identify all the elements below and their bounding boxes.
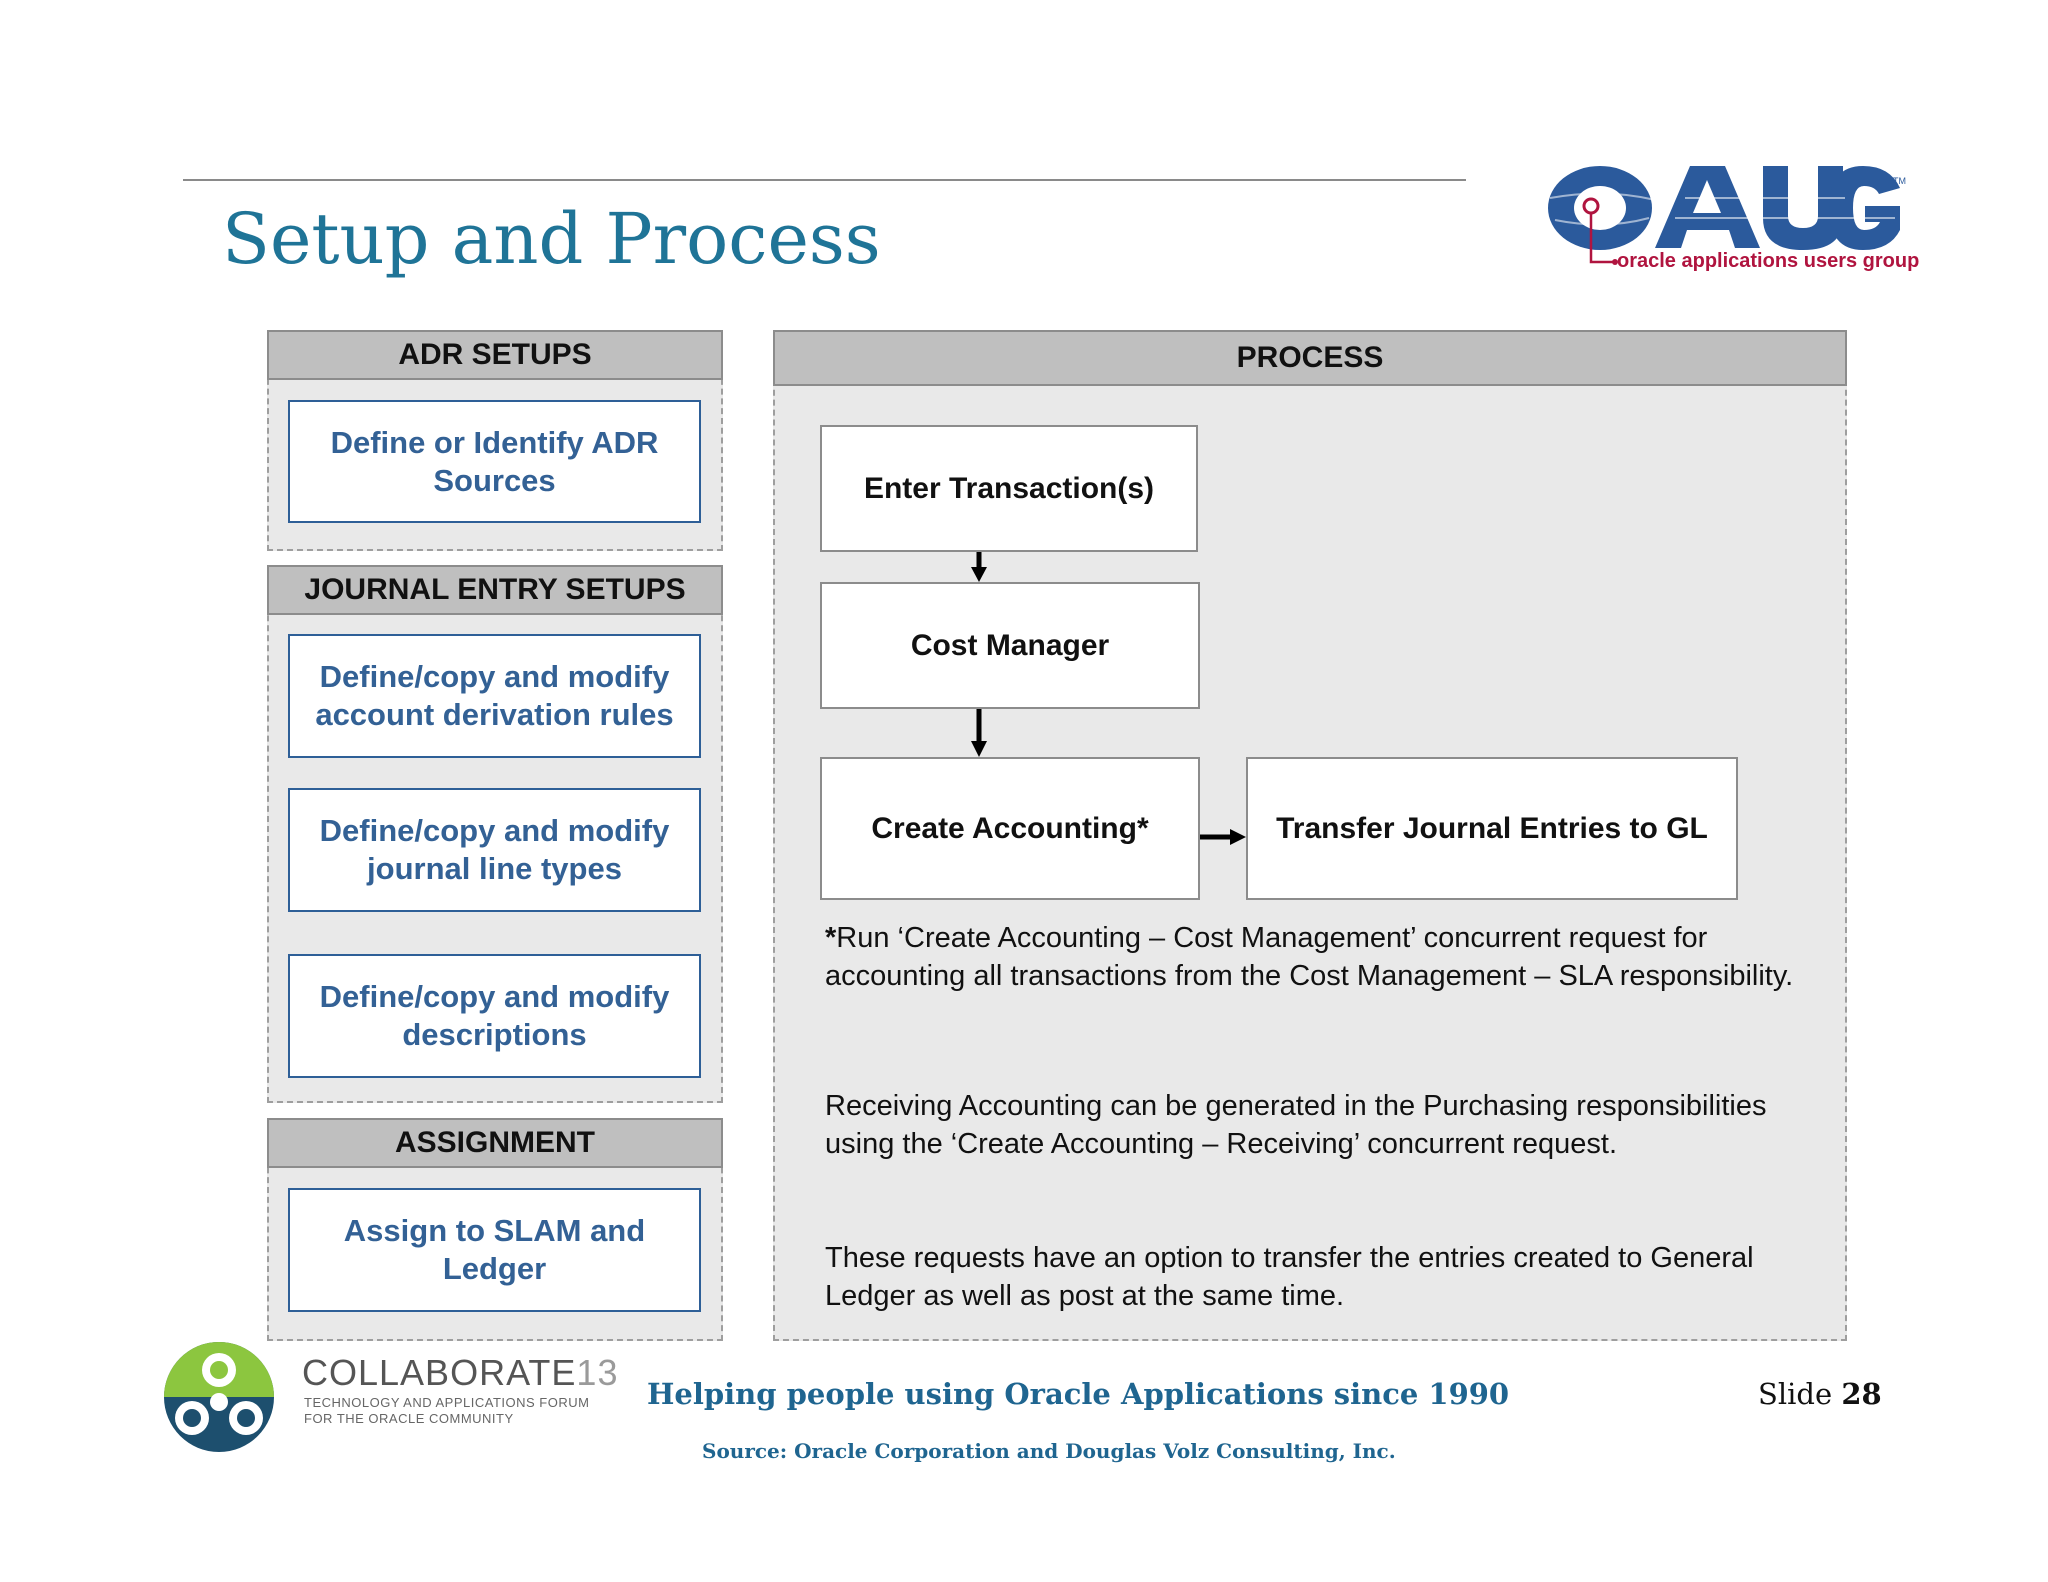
assign-slam-ledger-box: Assign to SLAM and Ledger [288,1188,701,1312]
process-note-receiving: Receiving Accounting can be generated in the Purchasing responsibilities using the ‘Create Accounting – Receiving’ concurrent request. [825,1090,1767,1160]
collaborate-logo-icon [162,1340,277,1455]
create-accounting-step: Create Accounting* [820,757,1200,900]
oaug-logo-subtitle: oracle applications users group [1617,250,1920,272]
slide-number-value: 28 [1841,1377,1882,1411]
arrow-enter-to-cost [971,552,987,582]
arrow-create-to-transfer [1200,829,1246,845]
collaborate-subtitle-line2: FOR THE ORACLE COMMUNITY [304,1411,514,1426]
collaborate-name: COLLABORATE [302,1352,577,1393]
note-create-accounting-text: Run ‘Create Accounting – Cost Management’ concurrent request for accounting all transactions from the Cost Management – SLA responsibility. [825,922,1794,992]
define-adr-sources-box: Define or Identify ADR Sources [288,400,701,523]
collaborate-subtitle [304,1395,589,1427]
footer-tagline: Helping people using Oracle Applications since 1990 [647,1377,1510,1411]
slide-number [1758,1377,1882,1411]
arrow-cost-to-create [971,709,987,757]
svg-text:TM: TM [1893,176,1906,186]
journal-line-types-box: Define/copy and modify journal line types [288,788,701,912]
page-title: Setup and Process [222,198,881,280]
descriptions-box: Define/copy and modify descriptions [288,954,701,1078]
process-note-create-accounting [825,919,1815,995]
collaborate-number: 13 [576,1352,619,1393]
collaborate-wordmark [302,1352,618,1394]
collaborate-subtitle-line1: TECHNOLOGY AND APPLICATIONS FORUM [304,1395,590,1410]
adr-setups-header: ADR SETUPS [267,330,723,380]
process-header: PROCESS [773,330,1847,386]
account-derivation-rules-box: Define/copy and modify account derivation rules [288,634,701,758]
note-asterisk: * [825,922,837,954]
cost-manager-step: Cost Manager [820,582,1200,709]
transfer-journal-entries-step: Transfer Journal Entries to GL [1246,757,1738,900]
enter-transactions-step: Enter Transaction(s) [820,425,1198,552]
assignment-header: ASSIGNMENT [267,1118,723,1168]
footer-source: Source: Oracle Corporation and Douglas Volz Consulting, Inc. [702,1439,1396,1463]
journal-entry-setups-header: JOURNAL ENTRY SETUPS [267,565,723,615]
slide-label: Slide [1758,1377,1833,1411]
process-note-transfer-option: These requests have an option to transfer the entries created to General Ledger as well as post at the same time. [825,1242,1754,1312]
